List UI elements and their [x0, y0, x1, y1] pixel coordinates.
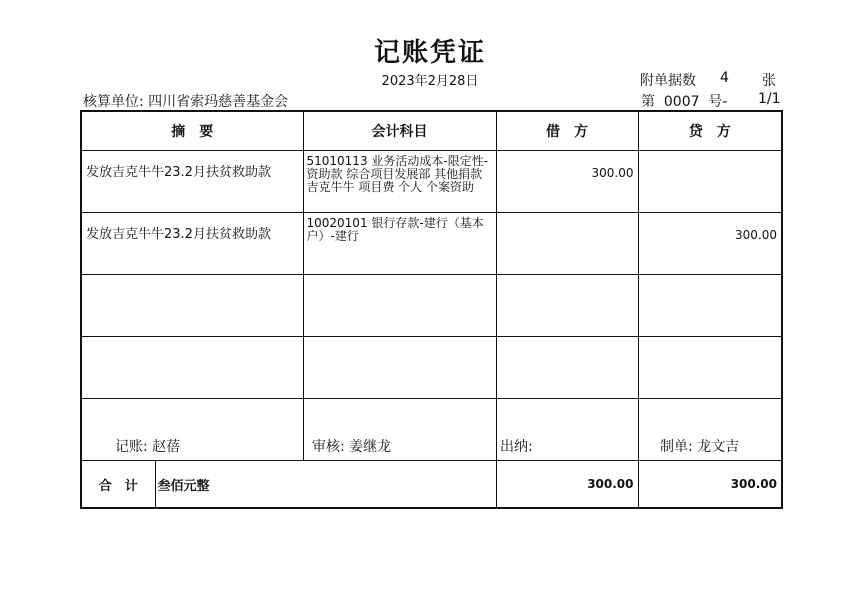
voucher-number: 第 0007 号- [641, 94, 728, 110]
credit-cell: 300.00 [638, 213, 782, 275]
voucher-page: 1/1 [758, 91, 781, 107]
summary-cell: 发放吉克牛牛23.2月扶贫救助款 [81, 213, 303, 275]
preparer-signature: 制单: 龙文吉 [660, 439, 740, 455]
voucher-date: 2023年2月28日 [381, 74, 479, 89]
cashier-signature: 出纳: [500, 439, 533, 455]
account-cell: 51010113 业务活动成本-限定性-资助款 综合项目发展部 其他捐款 吉克牛牛 项目费 个人 个案资助 [303, 151, 496, 213]
total-label: 合 计 [81, 461, 155, 509]
header-summary: 摘 要 [81, 111, 303, 151]
header-debit: 借 方 [496, 111, 638, 151]
credit-cell [638, 151, 782, 213]
credit-cell [638, 275, 782, 337]
debit-cell [496, 275, 638, 337]
table-row [81, 337, 782, 399]
voucher-title: 记账凭证 [373, 38, 486, 68]
debit-cell [496, 213, 638, 275]
attachment-count: 4 [720, 70, 729, 86]
table-row [81, 275, 782, 337]
summary-cell [81, 337, 303, 399]
table-row [81, 213, 782, 275]
reviewer-signature: 审核: 姜继龙 [312, 439, 392, 455]
account-cell: 10020101 银行存款-建行（基本户）-建行 [303, 213, 496, 275]
total-amount-words: 叁佰元整 [155, 461, 496, 509]
account-cell [303, 337, 496, 399]
attachment-label: 附单据数 [640, 73, 696, 89]
summary-cell: 发放吉克牛牛23.2月扶贫救助款 [81, 151, 303, 213]
total-credit: 300.00 [638, 461, 782, 509]
table-header-row [81, 111, 782, 151]
total-debit: 300.00 [496, 461, 638, 509]
account-cell [303, 275, 496, 337]
table-row [81, 151, 782, 213]
debit-cell [496, 337, 638, 399]
accounting-unit: 核算单位: 四川省索玛慈善基金会 [83, 94, 289, 110]
header-account: 会计科目 [303, 111, 496, 151]
summary-cell [81, 275, 303, 337]
debit-cell: 300.00 [496, 151, 638, 213]
bookkeeper-signature: 记账: 赵蓓 [115, 439, 181, 455]
credit-cell [638, 337, 782, 399]
total-row [81, 461, 782, 509]
attachment-unit: 张 [762, 73, 776, 89]
header-credit: 贷 方 [638, 111, 782, 151]
